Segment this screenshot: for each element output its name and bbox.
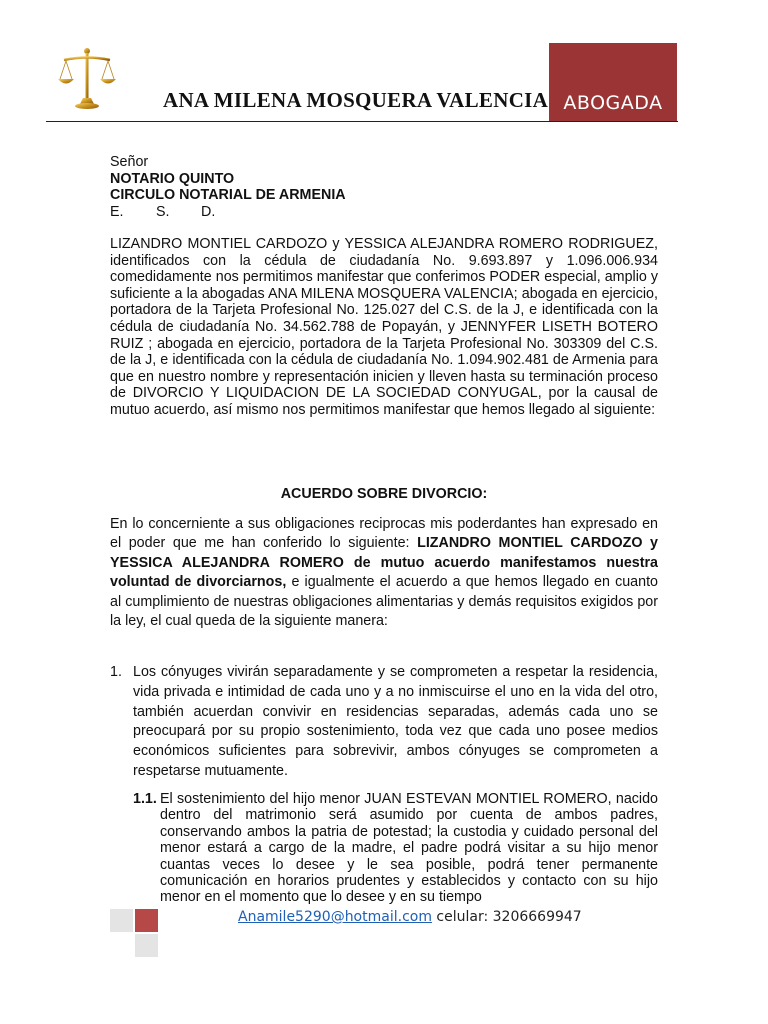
deco-square xyxy=(110,934,133,957)
sub-list-item-text: El sostenimiento del hijo menor JUAN ESTEVAN MONTIEL ROMERO, nacido dentro del matrimonio será asumido por cuenta de ambos padres, conservando ambos la patria de potestad; la custodia y cuidado personal del menor estará a cargo de la madre, el padre podrá visitar a su hijo menor cuantas veces lo desee y le sea posible, podrá tener permanente comunicación en horarios prudentes y establecidos y contacto con su hijo menor en el momento que lo desee y en su tiempo xyxy=(160,791,658,906)
header-divider xyxy=(46,121,678,122)
list-item-number: 1. xyxy=(110,664,122,680)
esd-e: E. xyxy=(110,203,124,220)
intro-bold-text: LIZANDRO MONTIEL CARDOZO y YESSICA ALEJANDRA ROMERO de mutuo acuerdo manifestamos nuestra voluntad de divorciarnos, xyxy=(110,535,658,591)
list-item xyxy=(110,663,658,782)
power-of-attorney-paragraph: LIZANDRO MONTIEL CARDOZO y YESSICA ALEJANDRA ROMERO RODRIGUEZ, identificados con la cédula de ciudadanía No. 9.693.897 y 1.096.006.934 comedidamente nos permitimos manifestar que conferimos PODER especial, amplio y suficiente a la abogadas ANA MILENA MOSQUERA VALENCIA; abogada en ejercicio, portadora de la Tarjeta Profesional No. 125.027 del C.S. de la J, e identificada con la cédula de ciudadanía No. 34.562.788 de Popayán, y JENNYFER LISETH BOTERO RUIZ ; abogada en ejercicio, portadora de la Tarjeta Profesional No. 303309 del C.S. de la J, e identificada con la cédula de ciudadanía No. 1.094.902.481 de Armenia para que en nuestro nombre y representación inicien y lleven hasta su terminación proceso de DIVORCIO Y LIQUIDACION DE LA SOCIEDAD CONYUGAL, por la causal de mutuo acuerdo, así mismo nos permitimos manifestar que hemos llegado al siguiente: xyxy=(110,236,658,418)
footer-contact xyxy=(238,909,586,925)
addressee-block xyxy=(110,154,658,220)
esd-line xyxy=(110,204,658,221)
scales-of-justice-icon xyxy=(56,46,118,110)
section-heading: ACUERDO SOBRE DIVORCIO: xyxy=(280,486,488,502)
deco-square xyxy=(110,909,133,932)
agreement-intro-paragraph xyxy=(110,515,658,631)
lawyer-name: ANA MILENA MOSQUERA VALENCIA xyxy=(163,88,549,112)
list-item-text: Los cónyuges vivirán separadamente y se comprometen a respetar la residencia, vida privada e intimidad de cada uno y a no inmiscuirse el uno en la vida del otro, también acuerdan convivir en residencias separadas, además cada uno se preocupará por su propio sostenimiento, toda vez que cada uno posee medios económicos suficientes para sobrevivir, ambos cónyuges se comprometen a respetarse mutuamente. xyxy=(133,664,658,779)
intro-text: En lo concerniente a sus obligaciones reciprocas mis poderdantes han expresado en el poder que me han conferido lo siguiente: xyxy=(110,516,658,552)
recipient-title: NOTARIO QUINTO xyxy=(110,170,235,187)
esd-s: S. xyxy=(156,203,170,220)
profession-badge: ABOGADA xyxy=(549,43,677,121)
deco-square xyxy=(135,909,158,932)
phone-number: celular: 3206669947 xyxy=(436,909,582,925)
esd-d: D. xyxy=(201,203,216,220)
greeting: Señor xyxy=(110,154,149,170)
deco-square xyxy=(135,934,158,957)
sub-list-item-number: 1.1. xyxy=(133,791,157,807)
intro-text-continued: e igualmente el acuerdo a que hemos llegado en cuanto al cumplimiento de nuestras obligaciones alimentarias y demás requisitos exigidos por la ley, el cual queda de la siguiente manera: xyxy=(110,574,659,630)
recipient-office: CIRCULO NOTARIAL DE ARMENIA xyxy=(110,187,346,204)
email-link[interactable]: Anamile5290@hotmail.com xyxy=(238,909,432,925)
sub-list-item xyxy=(133,791,658,906)
